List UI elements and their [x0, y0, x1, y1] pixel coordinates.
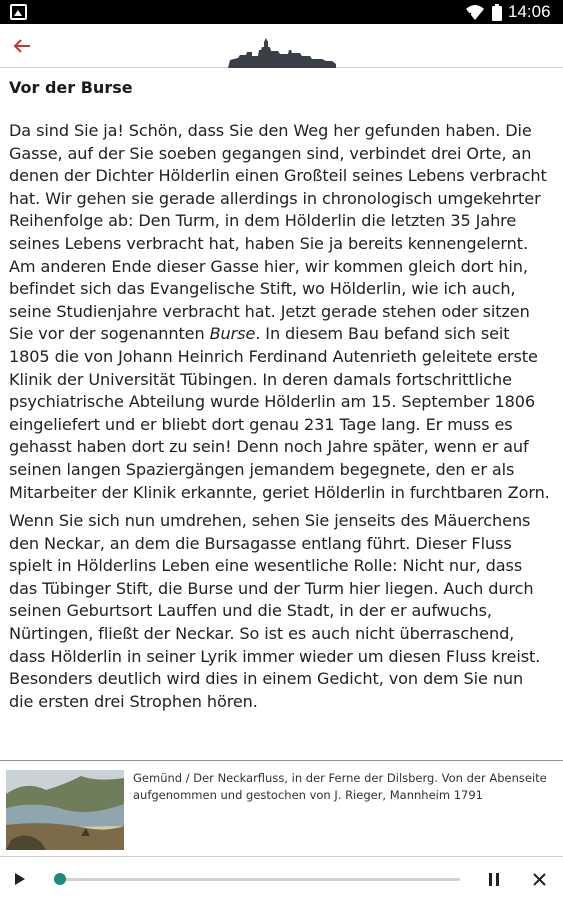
page-title: Vor der Burse [9, 78, 133, 97]
clock: 14:06 [508, 2, 551, 21]
wifi-icon [465, 3, 485, 21]
pause-icon[interactable] [487, 872, 501, 887]
image-caption: Gemünd / Der Neckarfluss, in der Ferne der Dilsberg. Von der Abenseite aufgenommen und gestochen von J. Rieger, Mannheim 1791 [133, 771, 547, 802]
progress-thumb[interactable] [54, 873, 66, 885]
back-button[interactable] [8, 32, 36, 60]
gallery-icon [10, 4, 27, 20]
close-icon[interactable] [532, 872, 547, 887]
battery-icon [492, 4, 502, 21]
play-icon[interactable] [13, 872, 27, 886]
article-content [0, 68, 563, 760]
arrow-left-icon [13, 38, 31, 54]
progress-track[interactable] [60, 878, 460, 881]
article-paragraph: Wenn Sie sich nun umdrehen, sehen Sie jenseits des Mäuerchens den Neckar, an dem die Bursagasse entlang führt. Dieser Fluss spielt in Hölderlins Leben eine wesentliche Rolle: Nicht nur, dass das Tübinger Stift, die Burse und der Turm hier liegen. Auch durch seinen Geburtsort Lauffen und die Stadt, in der er aufwuchs, Nürtingen, fließt der Neckar. So ist es auch nicht überraschend, dass Hölderlin in seiner Lyrik immer wieder um diesen Fluss kreist. Besonders deutlich wird dies in einem Gedicht, von dem Sie nun die ersten drei Strophen hören. [9, 511, 541, 711]
status-bar [0, 0, 563, 24]
audio-player [0, 856, 563, 900]
article-paragraph: Da sind Sie ja! Schön, dass Sie den Weg her gefunden haben. Die Gasse, auf der Sie soeben gegangen sind, verbindet drei Orte, an denen der Dichter Hölderlin einen Großteil seines Lebens verbracht hat. Wir gehen sie gerade allerdings in chronologisch umgekehrter Reihenfolge ab: Den Turm, in dem Hölderlin die letzten 35 Jahre seines Lebens verbracht hat, haben Sie ja bereits kennengelernt. Am anderen Ende dieser Gasse hier, wir kommen gleich dort hin, befindet sich das Evangelische Stift, wo Hölderlin, wie ich auch, seine Studienjahre verbracht hat. Jetzt gerade stehen oder sitzen Sie vor der sogenannten Burse. In diesem Bau befand sich seit 1805 die von Johann Heinrich Ferdinand Autenrieth geleitete erste Klinik der Universität Tübingen. In deren damals fortschrittliche psychiatrische Abteilung wurde Hölderlin am 15. September 1806 eingeliefert und er bliebt dort genau 231 Tage lang. Er muss es gehasst haben dort zu sein! Denn noch Jahre später, wenn er auf seinen langen Spaziergängen jemandem begegnete, den er als Mitarbeiter der Klinik erkannte, geriet Hölderlin in furchtbaren Zorn. [9, 121, 550, 502]
image-caption-bar[interactable] [0, 760, 563, 856]
skyline-logo [228, 38, 336, 68]
engraving-thumbnail[interactable] [6, 770, 124, 850]
app-bar [0, 24, 563, 68]
